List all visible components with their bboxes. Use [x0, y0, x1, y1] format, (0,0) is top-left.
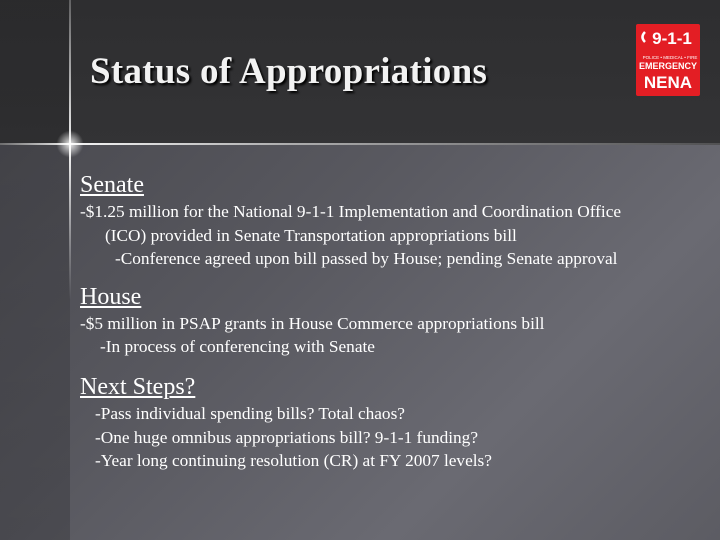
horizontal-accent-line: [0, 143, 720, 145]
logo-tagline-line1: POLICE • MEDICAL • FIRE: [642, 55, 698, 60]
slide-body: [80, 170, 715, 473]
house-line-2: -In process of conferencing with Senate: [100, 337, 375, 357]
next-steps-line-3: -Year long continuing resolution (CR) at FY 2007 levels?: [95, 451, 492, 471]
slide-title: Status of Appropriations: [90, 51, 488, 92]
logo-org: NENA: [643, 73, 693, 92]
section-heading-house: House: [80, 283, 142, 310]
house-line-1: -$5 million in PSAP grants in House Commerce appropriations bill: [80, 313, 545, 333]
senate-line-3: -Conference agreed upon bill passed by House; pending Senate approval: [115, 249, 618, 269]
logo-number: 9-1-1: [652, 29, 692, 48]
wave-icon: [643, 32, 646, 42]
section-heading-senate: Senate: [80, 172, 144, 198]
next-steps-line-1: -Pass individual spending bills? Total chaos?: [95, 403, 405, 423]
nena-911-logo: [636, 24, 700, 96]
section-heading-next-steps: Next Steps?: [80, 373, 196, 400]
senate-line-2: (ICO) provided in Senate Transportation appropriations bill: [105, 225, 517, 245]
next-steps-line-2: -One huge omnibus appropriations bill? 9-1-1 funding?: [95, 427, 478, 447]
logo-tagline-line2: EMERGENCY: [638, 61, 698, 71]
accent-glow: [54, 128, 86, 160]
left-margin-band: [0, 0, 70, 540]
senate-line-1: -$1.25 million for the National 9-1-1 Implementation and Coordination Office: [80, 202, 622, 221]
